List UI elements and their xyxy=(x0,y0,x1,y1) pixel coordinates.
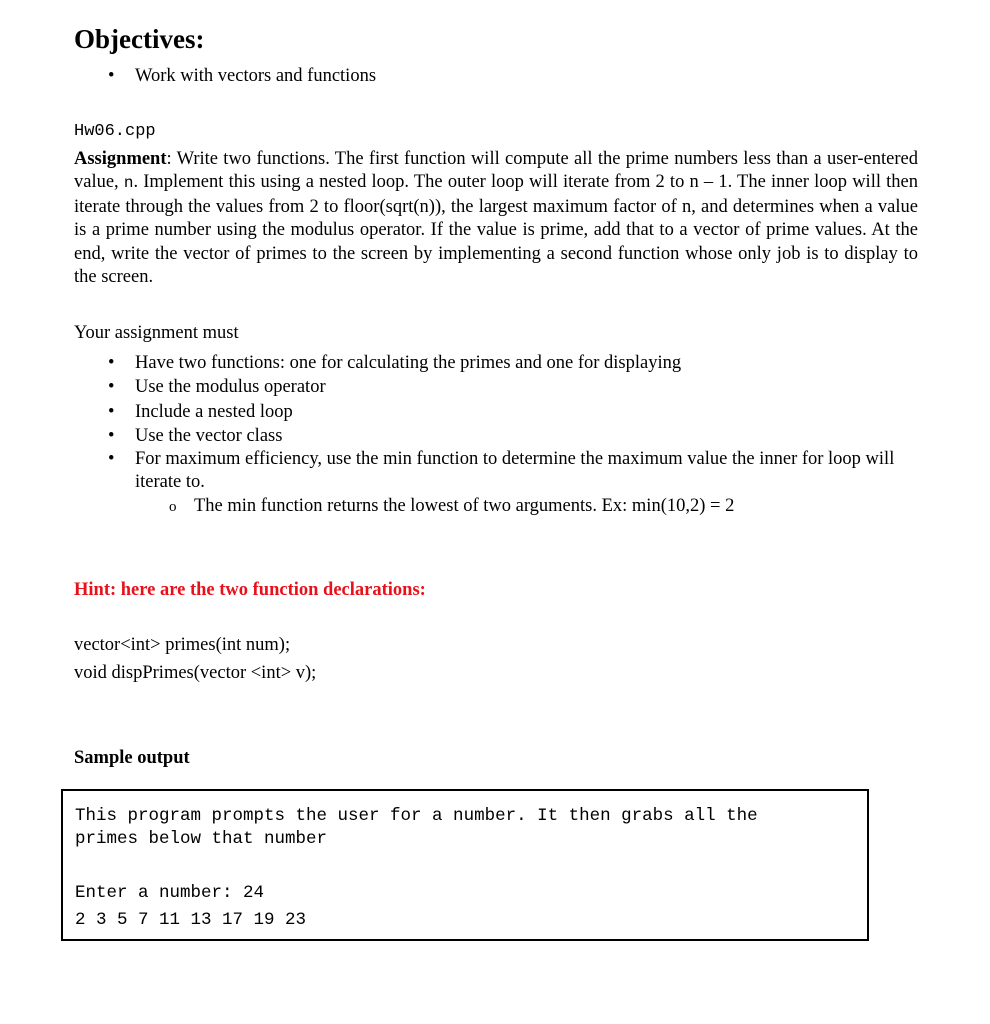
declaration-disp-primes: void dispPrimes(vector <int> v); xyxy=(74,663,317,683)
assignment-text-cont: . Implement this using a nested loop. The outer loop will iterate from 2 to n – 1. The inner loop will then iterate through the values from 2 to floor(sqrt(n)), the largest maximum factor of n, and determines when a value is a prime number using the modulus operator. If the value is prime, add that to a vector of prime values. At the end, write the vector of primes to the screen by implementing a second function whose only job is to display to the screen. xyxy=(74,172,918,288)
variable-n: n xyxy=(123,174,134,193)
hint-heading: Hint: here are the two function declarations: xyxy=(74,580,426,600)
list-item-text: For maximum efficiency, use the min function to determine the maximum value the inner for loop will iterate to. xyxy=(135,449,895,493)
sample-output-heading: Sample output xyxy=(74,748,190,768)
list-item xyxy=(74,400,924,424)
bullet-icon: • xyxy=(108,401,115,422)
list-item-text: Use the modulus operator xyxy=(135,377,326,398)
circle-bullet-icon: o xyxy=(169,499,177,516)
list-item xyxy=(74,448,919,494)
output-line: primes below that number xyxy=(75,829,328,849)
bullet-icon: • xyxy=(108,377,115,398)
objectives-heading: Objectives: xyxy=(74,24,205,54)
bullet-icon: • xyxy=(108,425,115,446)
sub-list-item-text: The min function returns the lowest of two arguments. Ex: min(10,2) = 2 xyxy=(194,496,735,517)
assignment-label: Assignment xyxy=(74,149,167,169)
assignment-paragraph xyxy=(74,148,918,289)
declaration-primes: vector<int> primes(int num); xyxy=(74,635,291,655)
sample-output-box xyxy=(61,789,869,941)
list-item xyxy=(74,351,924,375)
sub-list-item xyxy=(74,494,924,518)
requirements-list xyxy=(74,351,924,518)
list-item-text: Work with vectors and functions xyxy=(135,66,377,86)
list-item xyxy=(74,424,924,448)
list-item xyxy=(74,64,924,88)
list-item-text: Use the vector class xyxy=(135,425,283,446)
bullet-icon: • xyxy=(108,449,115,470)
list-item-text: Have two functions: one for calculating the primes and one for displaying xyxy=(135,353,682,373)
bullet-icon: • xyxy=(108,66,115,86)
filename: Hw06.cpp xyxy=(74,122,156,141)
output-line: Enter a number: 24 xyxy=(75,883,265,903)
list-item-text: Include a nested loop xyxy=(135,401,293,422)
objectives-list xyxy=(74,64,924,88)
list-item xyxy=(74,375,924,399)
output-line: 2 3 5 7 11 13 17 19 23 xyxy=(75,910,307,930)
bullet-icon: • xyxy=(108,353,115,373)
assignment-text: : Write two functions. The first function will compute all the prime numbers less than a user-entered value, xyxy=(74,149,918,193)
output-line: This program prompts the user for a number. It then grabs all the xyxy=(75,806,758,826)
requirements-intro: Your assignment must xyxy=(74,323,239,343)
